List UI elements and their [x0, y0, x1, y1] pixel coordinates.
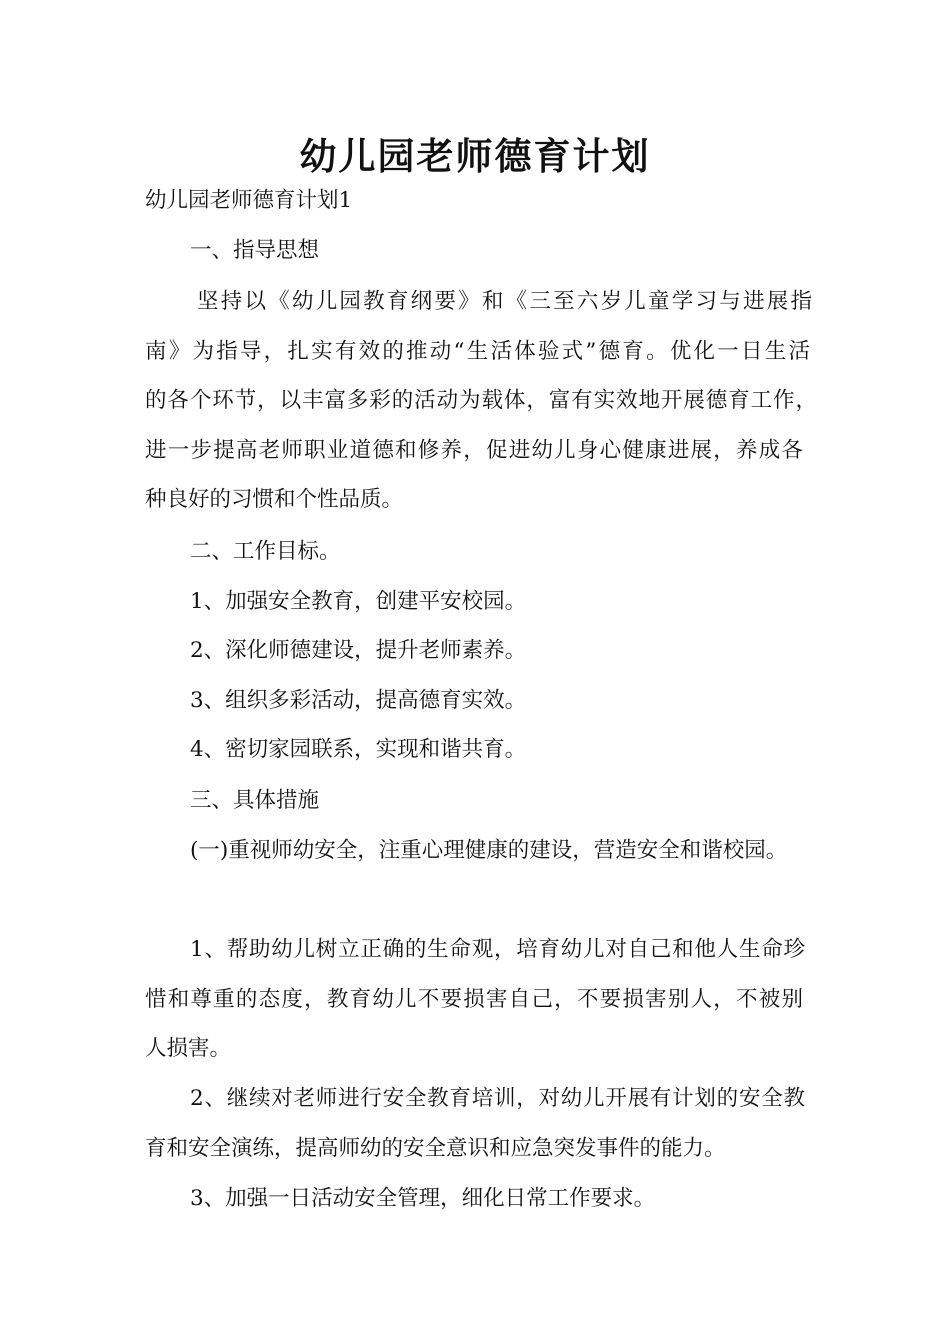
paragraph-line: 南》为指导，扎实有效的推动“生活体验式”德育。优化一日生活 — [145, 339, 810, 364]
paragraph-line: 坚持以《幼儿园教育纲要》和《三至六岁儿童学习与进展指 — [197, 289, 812, 314]
document-subtitle: 幼儿园老师德育计划1 — [145, 188, 353, 213]
goal-item: 2、深化师德建设，提升老师素养。 — [190, 638, 527, 663]
paragraph-line: 的各个环节，以丰富多彩的活动为载体，富有实效地开展德育工作， — [145, 388, 817, 413]
section-heading-measures: 三、具体措施 — [190, 788, 320, 813]
section-heading-guiding-ideology: 一、指导思想 — [190, 238, 320, 263]
document-title: 幼儿园老师德育计划 — [299, 135, 651, 178]
paragraph-line: 2、继续对老师进行安全教育培训，对幼儿开展有计划的安全教 — [190, 1086, 805, 1111]
paragraph-line: 种良好的习惯和个性品质。 — [145, 487, 404, 512]
paragraph-line: 惜和尊重的态度，教育幼儿不要损害自己，不要损害别人，不被别 — [145, 987, 803, 1012]
goal-item: 1、加强安全教育，创建平安校园。 — [190, 589, 527, 614]
paragraph-line: 育和安全演练，提高师幼的安全意识和应急突发事件的能力。 — [145, 1136, 726, 1161]
paragraph-line: 人损害。 — [145, 1036, 232, 1061]
measure-heading: (一)重视师幼安全，注重心理健康的建设，营造安全和谐校园。 — [190, 838, 788, 863]
paragraph-line: 进一步提高老师职业道德和修养，促进幼儿身心健康进展，养成各 — [145, 438, 803, 463]
section-heading-work-goals: 二、工作目标。 — [190, 539, 341, 564]
paragraph-line: 1、帮助幼儿树立正确的生命观，培育幼儿对自己和他人生命珍 — [190, 937, 805, 962]
goal-item: 3、组织多彩活动，提高德育实效。 — [190, 688, 527, 713]
goal-item: 4、密切家园联系，实现和谐共育。 — [190, 737, 527, 762]
paragraph-line: 3、加强一日活动安全管理，细化日常工作要求。 — [190, 1186, 656, 1211]
